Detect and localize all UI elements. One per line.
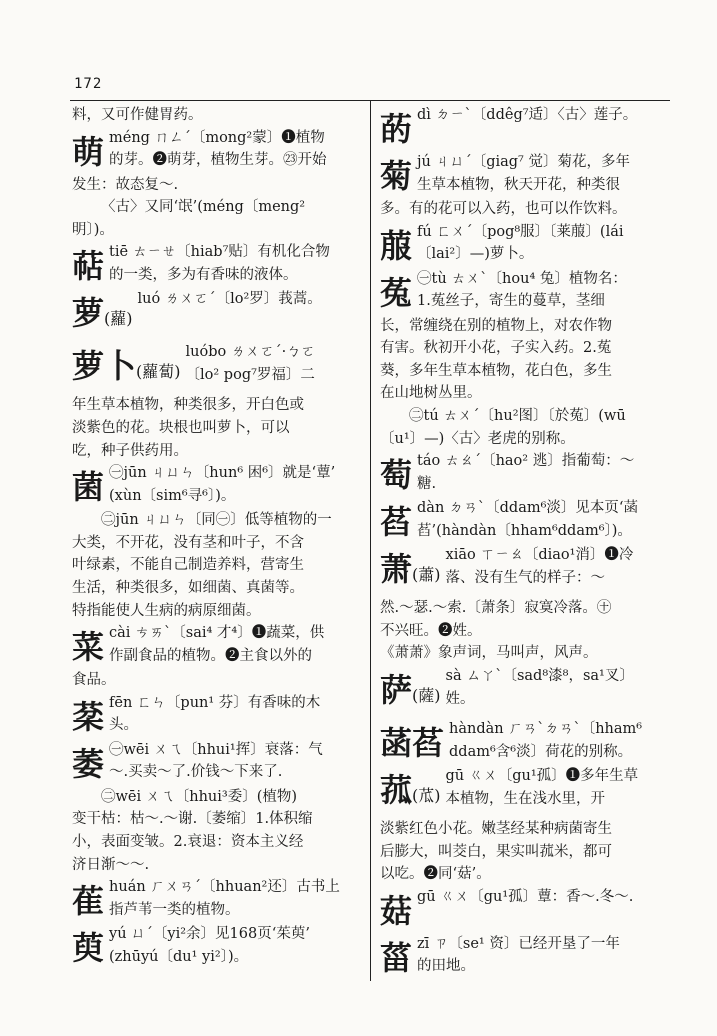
entry-fu <box>380 221 670 268</box>
entry-jun <box>72 462 364 622</box>
headword: 菊 <box>380 157 413 195</box>
entry-line: 作副食品的植物。❷主食以外的 <box>109 647 313 664</box>
headword: 菔 <box>380 226 413 265</box>
entry-gu <box>380 765 670 886</box>
entry-line: 〔lo² pog⁷罗福〕二 <box>185 366 315 383</box>
headword: 萄 <box>380 456 413 495</box>
entry-line: 〔lai²〕—)萝卜。 <box>417 246 534 263</box>
entry-line: cài ㄘㄞˋ〔sai⁴ 才⁴〕❶蔬菜，供 <box>109 625 325 642</box>
entry-zi <box>380 933 670 980</box>
entry-line: ㊀tù ㄊㄨˋ〔hou⁴ 兔〕植物名： <box>417 270 627 287</box>
entry-luobo <box>72 341 364 462</box>
entry-line: 然.～瑟.～索.〔萧条〕寂寞冷落。㊉ <box>380 600 612 617</box>
entry-line: 淡紫红色小花。嫩茎经某种病菌寄生 <box>380 820 612 837</box>
entry-cai <box>72 622 364 692</box>
entry-huan <box>72 876 364 923</box>
page-number: 172 <box>74 76 103 92</box>
entry-handan <box>380 718 670 765</box>
entry-line: 济日渐～～. <box>72 856 150 873</box>
entry-line: 大类，不开花，没有茎和叶子，不含 <box>72 534 304 551</box>
headword: 萎 <box>72 744 105 783</box>
entry-line: 〈古〉又同‘氓’(méng〔meng² <box>101 199 306 216</box>
entry-line: 的芽。❷萌芽，植物生芽。㉓开始 <box>109 152 327 169</box>
headword: 菜 <box>72 628 105 667</box>
headword: 菡萏 <box>380 723 445 762</box>
headword: 萌 <box>72 132 105 171</box>
entry-line: fú ㄈㄨˊ〔pog⁸服〕〔莱菔〕(lái <box>417 223 624 240</box>
entry-line: 发生：故态复～. <box>72 176 179 193</box>
entry-line: 的一类，多为有香味的液体。 <box>109 266 298 283</box>
headword: 萏 <box>380 503 413 542</box>
entry-ju <box>380 151 670 221</box>
entry-line: ㊀wēi ㄨㄟ〔hhui¹挥〕衰落：气 <box>109 741 323 758</box>
entry-luo <box>72 288 364 341</box>
entry-fen <box>72 692 364 739</box>
entry-line: 淡紫色的花。块根也叫萝卜，可以 <box>72 419 290 436</box>
headword: 萑 <box>72 882 105 921</box>
entry-line: gū ㄍㄨ〔gu¹孤〕❶多年生草 <box>445 767 639 784</box>
entry-line: 不兴旺。❷姓。 <box>380 622 482 639</box>
entry-line: 落、没有生气的样子：～ <box>445 569 606 586</box>
entry-line: 变干枯：枯～.～谢.〔萎缩〕1.体积缩 <box>72 811 313 828</box>
entry-line: hàndàn ㄏㄢˋㄉㄢˋ〔hham⁶ <box>449 720 643 737</box>
entry-xiao <box>380 544 670 665</box>
entry-line: xiāo ㄒㄧㄠ〔diao¹消〕❶冷 <box>445 547 634 564</box>
entry-line: sà ㄙㄚˋ〔sad⁸漆⁸，sa¹叉〕 <box>445 667 634 684</box>
entry-line: dì ㄉㄧˋ〔ddêg⁷适〕〈古〉莲子。 <box>417 107 638 123</box>
headword: 萝(蘿) <box>72 294 133 333</box>
entry-line: 明〕)。 <box>72 221 114 238</box>
headword: 萜 <box>72 247 105 286</box>
entry-sa <box>380 665 670 718</box>
entry-line: 以吃。❷同‘菇’。 <box>380 866 491 883</box>
headword: 菰(苽) <box>380 770 441 809</box>
entry-line: 食品。 <box>72 672 116 689</box>
headword: 菟 <box>380 273 413 312</box>
entry-line: 后膨大，叫茭白，果实叫菰米，都可 <box>380 843 612 860</box>
entry-dan <box>380 497 670 544</box>
entry-line: 萏’(hàndàn〔hham⁶ddam⁶〕)。 <box>417 522 632 539</box>
entry-line: 〔u¹〕—)〈古〉老虎的别称。 <box>380 430 575 447</box>
entry-line: 姓。 <box>445 690 475 707</box>
entry-line: luó ㄌㄨㄛˊ〔lo²罗〕莪蒿。 <box>137 291 322 308</box>
headword: 棻 <box>72 697 105 736</box>
entry-line: 本植物，生在浅水里，开 <box>445 790 606 807</box>
entry-line: táo ㄊㄠˊ〔hao² 逃〕指葡萄：～ <box>417 453 635 470</box>
entry-line: 葵，多年生草本植物，花白色，多生 <box>380 362 612 379</box>
entry-di <box>380 104 670 151</box>
entry-line: (zhūyú〔du¹ yi²〕)。 <box>109 948 249 965</box>
entry-line: 长，常缠绕在别的植物上，对农作物 <box>380 317 612 334</box>
entry-line: 1.菟丝子，寄生的蔓草，茎细 <box>417 293 605 310</box>
headword: 萨(薩) <box>380 670 441 709</box>
entry-line: 在山地树丛里。 <box>380 385 482 402</box>
entry-tu <box>380 268 670 451</box>
entry-line: 《萧萧》象声词，马叫声，风声。 <box>380 645 598 662</box>
entry-line: tiē ㄊㄧㄝ〔hiab⁷贴〕有机化合物 <box>109 244 330 261</box>
entry-line: 多。有的花可以入药，也可以作饮料。 <box>380 201 627 217</box>
entry-line: ㊁wēi ㄨㄟ〔hhui³委〕(植物) <box>101 788 298 805</box>
right-column <box>380 104 670 980</box>
entry-line: zī ㄗ〔se¹ 资〕已经开垦了一年 <box>417 935 620 952</box>
entry-tie <box>72 241 364 288</box>
entry-line: 有害。秋初开小花，子实入药。2.菟 <box>380 340 612 357</box>
headword: 萸 <box>72 929 105 968</box>
entry-line: ㊀jūn ㄐㄩㄣ〔hun⁶ 困⁶〕就是‘蕈’ <box>109 465 336 482</box>
entry-yu <box>72 923 364 970</box>
entry-wei <box>72 739 364 876</box>
headword: 菇 <box>380 891 413 930</box>
entry-line: 生草本植物，秋天开花，种类很 <box>417 176 621 193</box>
entry-line: yú ㄩˊ〔yi²余〕见168页‘茱萸’ <box>109 926 310 943</box>
entry-line: 的田地。 <box>417 958 476 975</box>
headword: 萝卜(蘿蔔) <box>72 347 181 386</box>
entry-line: ddam⁶含⁶淡〕荷花的别称。 <box>449 743 633 760</box>
entry-line: ～.买卖～了.价钱～下来了. <box>109 764 283 781</box>
entry-line: ㊁tú ㄊㄨˊ〔hu²图〕〔於菟〕(wū <box>409 407 626 424</box>
entry-line: fēn ㄈㄣ〔pun¹ 芬〕有香味的木 <box>109 694 321 711</box>
entry-line: gū ㄍㄨ〔gu¹孤〕蕈：香～.冬～. <box>417 888 634 905</box>
entry-line: 吃，种子供药用。 <box>72 442 188 459</box>
continued-text: 料，又可作健胃药。 <box>72 107 203 123</box>
entry-line: 糖. <box>417 475 437 492</box>
left-column <box>72 104 364 970</box>
entry-line: méng ㄇㄥˊ〔mong²蒙〕❶植物 <box>109 129 325 146</box>
entry-line: 头。 <box>109 717 139 734</box>
entry-line: 年生草本植物，种类很多，开白色或 <box>72 397 304 414</box>
entry-line: huán ㄏㄨㄢˊ〔hhuan²还〕古书上 <box>109 879 340 896</box>
entry-line: 小，表面变皱。2.衰退：资本主义经 <box>72 833 304 850</box>
headword: 菑 <box>380 938 413 977</box>
entry-line: 指芦苇一类的植物。 <box>109 901 240 918</box>
entry-line: 叶绿素，不能自己制造养料，营寄生 <box>72 557 304 574</box>
entry-line: luóbo ㄌㄨㄛˊ·ㄅㄛ <box>185 344 316 361</box>
entry-line: 生活，种类很多，如细菌、真菌等。 <box>72 579 304 596</box>
entry-meng <box>72 127 364 242</box>
entry-line: (xùn〔sim⁶寻⁶〕)。 <box>109 487 236 504</box>
entry-tao <box>380 450 670 497</box>
column-divider <box>370 101 371 981</box>
entry-line: dàn ㄉㄢˋ〔ddam⁶淡〕见本页‘菡 <box>417 500 639 517</box>
headword: 萧(蕭) <box>380 550 441 589</box>
entry-gu2 <box>380 886 670 933</box>
headword: 菌 <box>72 468 105 507</box>
entry-line: 特指能使人生病的病原细菌。 <box>72 602 261 619</box>
entry-line: jú ㄐㄩˊ〔giag⁷ 觉〕菊花，多年 <box>417 154 630 170</box>
entry-line: ㊁jūn ㄐㄩㄣ〔同㊀〕低等植物的一 <box>101 512 332 529</box>
headword: 菂 <box>380 110 413 148</box>
